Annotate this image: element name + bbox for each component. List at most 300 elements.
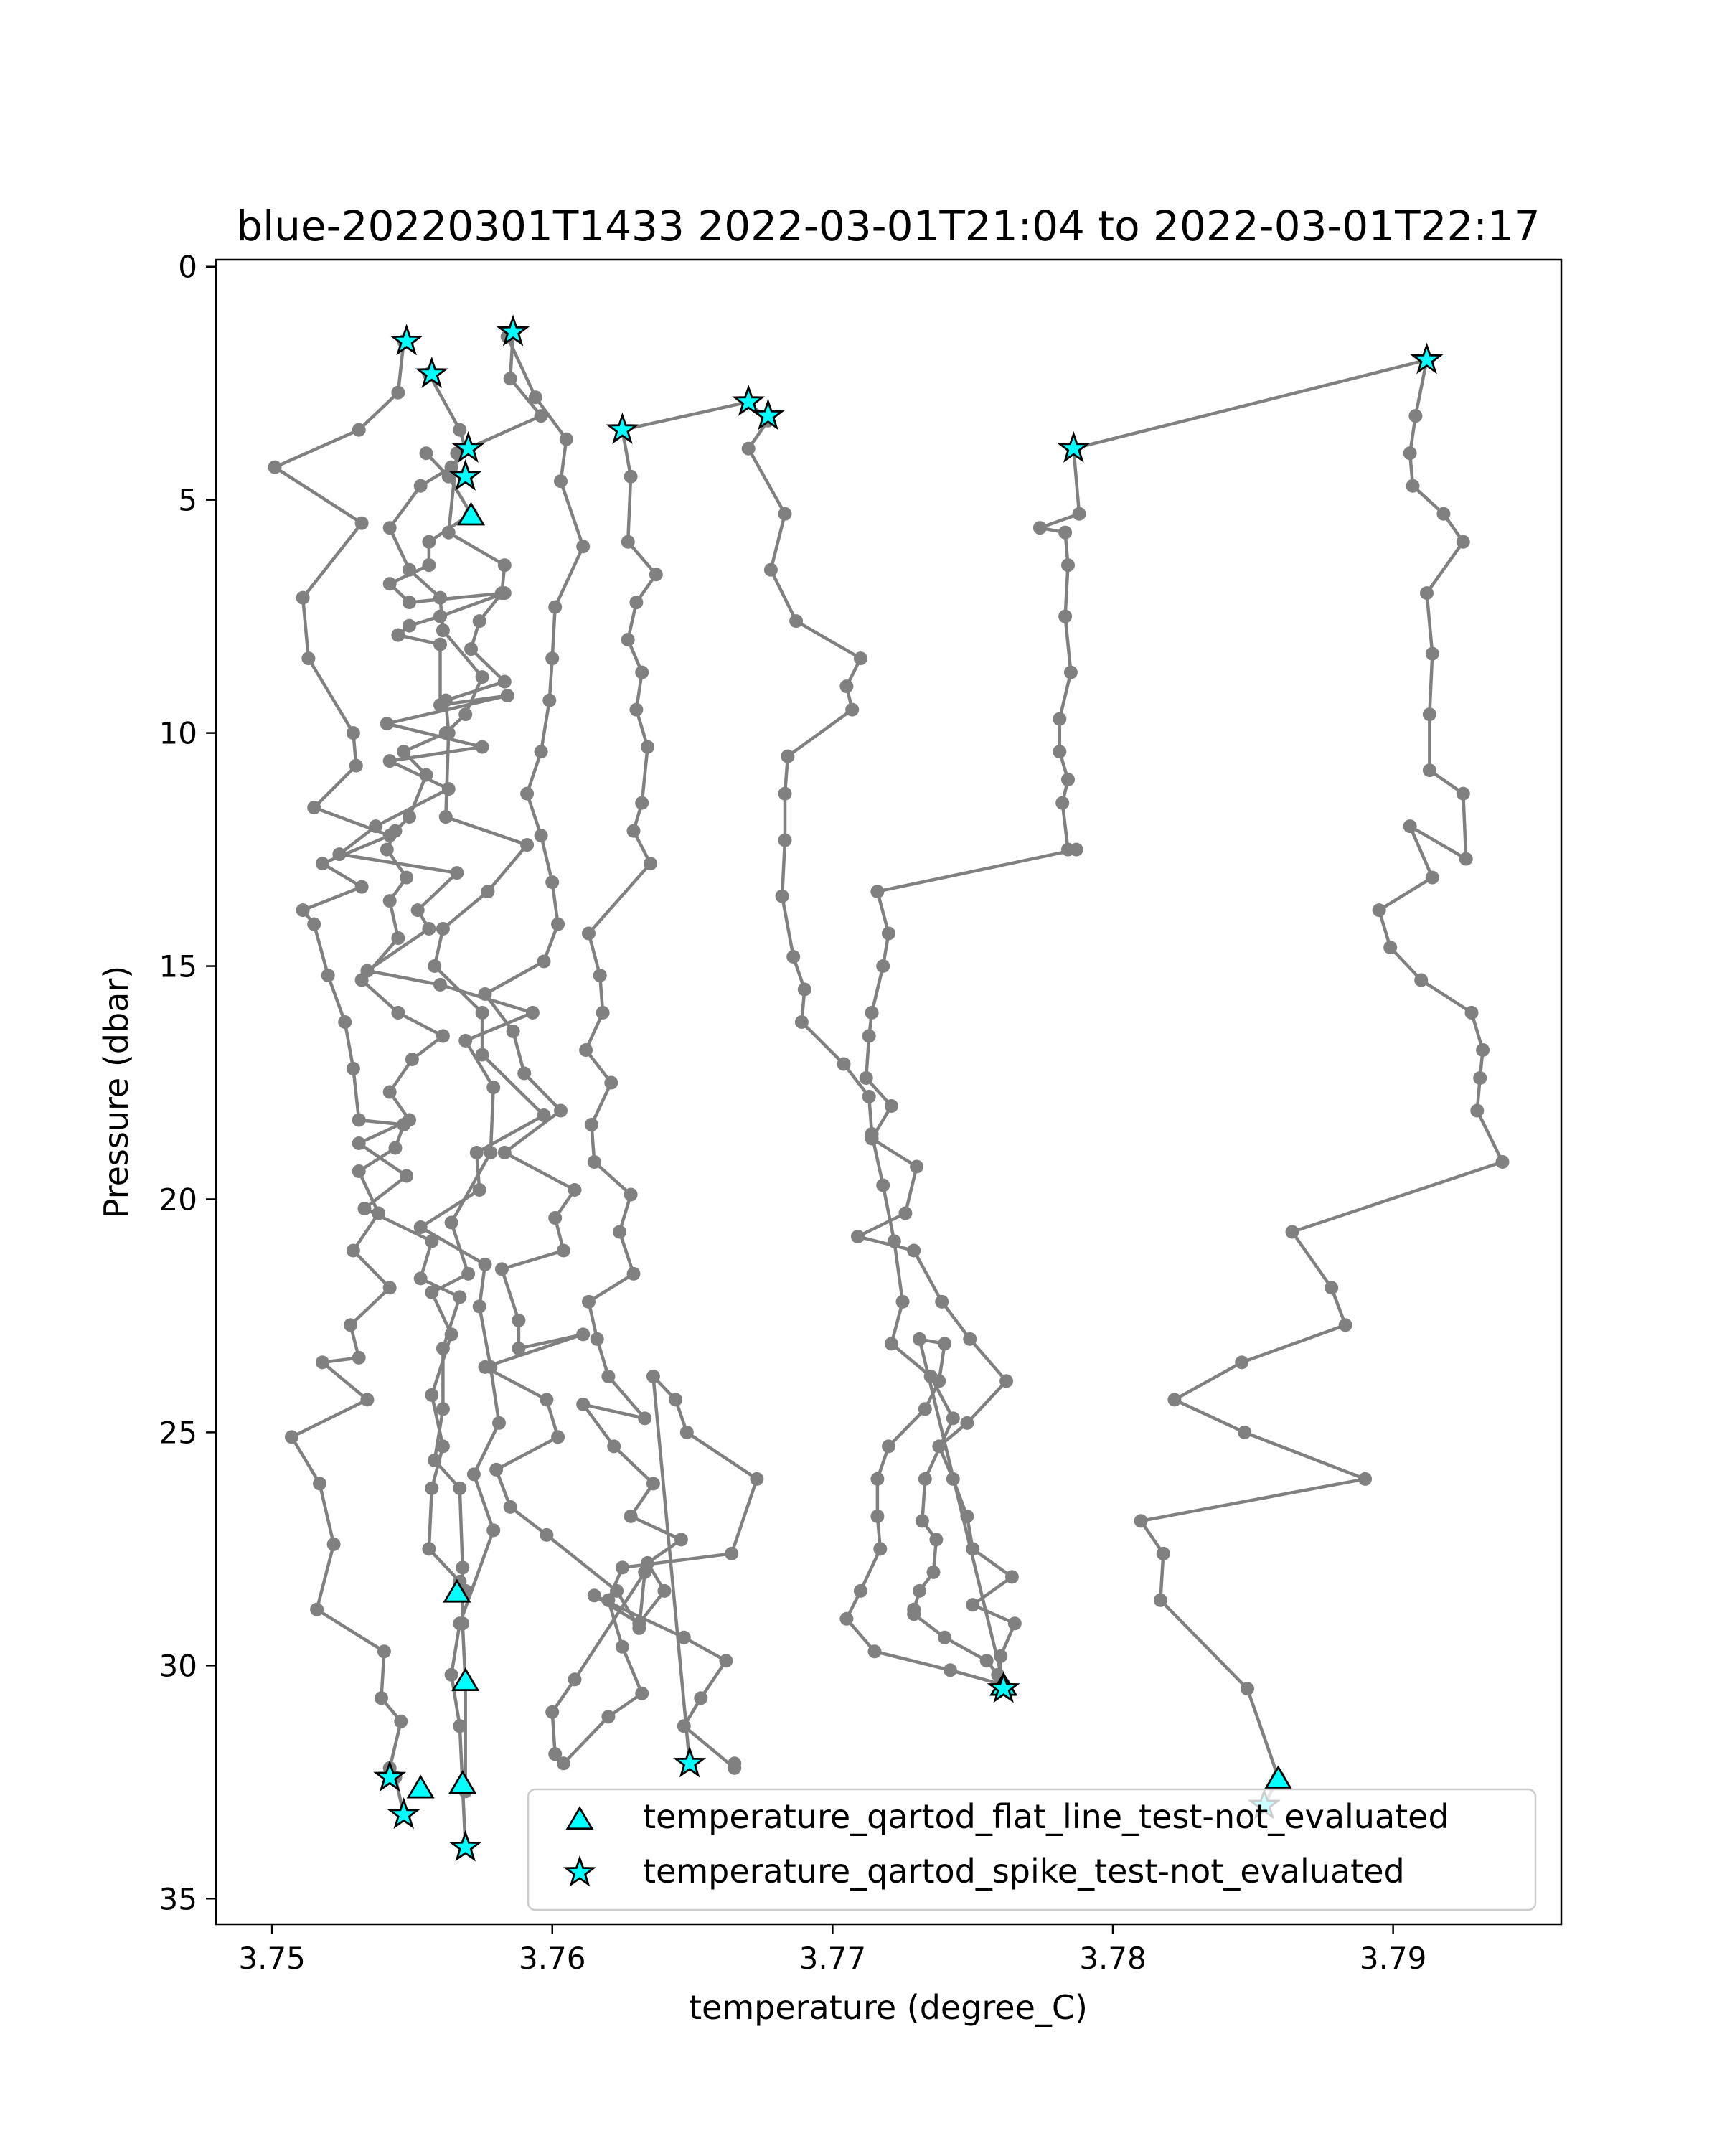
profile-point bbox=[535, 745, 548, 758]
profile-point bbox=[1005, 1570, 1019, 1583]
y-tick-label: 5 bbox=[178, 482, 197, 518]
profile-point bbox=[865, 1006, 879, 1020]
profile-point bbox=[1459, 852, 1473, 866]
profile-point bbox=[442, 726, 456, 740]
profile-point bbox=[1383, 941, 1397, 954]
profile-point bbox=[405, 1053, 419, 1066]
profile-point bbox=[854, 651, 867, 665]
profile-point bbox=[338, 1015, 352, 1029]
y-tick-label: 10 bbox=[159, 715, 197, 751]
profile-point bbox=[1061, 773, 1075, 786]
profile-point bbox=[557, 1756, 570, 1770]
profile-point bbox=[307, 801, 321, 814]
profile-point bbox=[492, 1416, 506, 1430]
profile-point bbox=[795, 1015, 809, 1029]
profile-point bbox=[1154, 1594, 1167, 1607]
profile-point bbox=[411, 903, 425, 917]
profile-point bbox=[576, 1398, 590, 1411]
profile-point bbox=[414, 1220, 428, 1234]
profile-point bbox=[882, 927, 895, 941]
x-axis-label: temperature (degree_C) bbox=[689, 1988, 1088, 2027]
profile-point bbox=[1058, 526, 1072, 540]
profile-point bbox=[355, 880, 369, 894]
profile-point bbox=[504, 1500, 517, 1514]
profile-point bbox=[360, 964, 374, 978]
profile-point bbox=[980, 1654, 994, 1667]
profile-point bbox=[545, 875, 559, 889]
profile-point bbox=[851, 1230, 865, 1243]
profile-point bbox=[1058, 610, 1072, 623]
profile-point bbox=[1496, 1155, 1510, 1169]
profile-point bbox=[960, 1510, 974, 1523]
profile-point bbox=[495, 1262, 509, 1276]
profile-point bbox=[860, 1071, 873, 1085]
profile-point bbox=[1420, 586, 1434, 600]
profile-point bbox=[1167, 1393, 1181, 1406]
profile-point bbox=[453, 1719, 466, 1733]
profile-point bbox=[520, 838, 534, 852]
profile-point bbox=[669, 1393, 682, 1406]
profile-point bbox=[694, 1691, 707, 1705]
profile-point bbox=[383, 754, 397, 768]
profile-point bbox=[1157, 1547, 1170, 1560]
profile-point bbox=[868, 1644, 882, 1658]
profile-point bbox=[1055, 796, 1069, 810]
profile-point bbox=[616, 1560, 629, 1574]
profile-point bbox=[621, 535, 635, 549]
profile-point bbox=[604, 1076, 618, 1090]
profile-point bbox=[635, 666, 649, 679]
x-tick-label: 3.78 bbox=[1079, 1941, 1147, 1976]
profile-point bbox=[576, 540, 590, 553]
profile-point bbox=[885, 1337, 898, 1350]
profile-point bbox=[425, 1482, 438, 1495]
profile-point bbox=[616, 1640, 629, 1654]
profile-point bbox=[535, 829, 548, 842]
profile-point bbox=[1358, 1472, 1372, 1486]
profile-point bbox=[458, 1034, 472, 1048]
profile-point bbox=[453, 1290, 466, 1304]
profile-point bbox=[1238, 1426, 1251, 1439]
profile-point bbox=[910, 1160, 923, 1174]
profile-point bbox=[862, 1090, 876, 1103]
profile-point bbox=[507, 1025, 520, 1038]
profile-point bbox=[285, 1430, 298, 1444]
profile-point bbox=[907, 1607, 921, 1621]
profile-point bbox=[938, 1631, 951, 1644]
profile-point bbox=[1414, 974, 1428, 987]
profile-point bbox=[916, 1514, 929, 1527]
profile-point bbox=[504, 372, 517, 385]
profile-point bbox=[301, 651, 315, 665]
profile-point bbox=[593, 969, 607, 982]
profile-point bbox=[479, 987, 492, 1001]
profile-point bbox=[1325, 1281, 1338, 1294]
profile-point bbox=[944, 1663, 957, 1677]
profile-point bbox=[966, 1598, 979, 1611]
profile-point bbox=[420, 446, 433, 460]
profile-point bbox=[481, 885, 494, 898]
profile-point bbox=[1423, 707, 1436, 721]
profile-point bbox=[929, 1533, 943, 1546]
profile-point bbox=[627, 824, 641, 838]
profile-point bbox=[383, 577, 397, 590]
profile-point bbox=[512, 1314, 525, 1327]
profile-point bbox=[321, 969, 335, 982]
x-tick-label: 3.79 bbox=[1359, 1941, 1427, 1976]
profile-point bbox=[932, 1374, 946, 1388]
profile-point bbox=[347, 1062, 360, 1075]
profile-point bbox=[529, 390, 542, 404]
profile-point bbox=[307, 918, 321, 931]
profile-point bbox=[428, 959, 441, 973]
profile-point bbox=[458, 707, 472, 721]
profile-point bbox=[467, 1467, 481, 1481]
x-tick-label: 3.76 bbox=[518, 1941, 586, 1976]
profile-point bbox=[946, 1472, 960, 1486]
y-tick-label: 35 bbox=[159, 1881, 197, 1917]
profile-point bbox=[453, 1616, 466, 1630]
profile-point bbox=[316, 857, 329, 870]
profile-point bbox=[498, 1146, 512, 1159]
profile-point bbox=[473, 1183, 486, 1197]
profile-point bbox=[607, 1439, 621, 1453]
profile-point bbox=[557, 1244, 570, 1258]
profile-point bbox=[422, 558, 436, 572]
profile-point bbox=[450, 866, 464, 880]
profile-point bbox=[624, 1510, 638, 1523]
profile-point bbox=[601, 1710, 615, 1723]
profile-point bbox=[882, 1439, 895, 1453]
profile-point bbox=[960, 1416, 974, 1430]
y-tick-label: 25 bbox=[159, 1415, 197, 1451]
profile-point bbox=[400, 871, 413, 885]
profile-point bbox=[918, 1472, 932, 1486]
profile-point bbox=[870, 885, 884, 898]
profile-point bbox=[1465, 1006, 1479, 1020]
profile-point bbox=[613, 1225, 626, 1239]
legend bbox=[528, 1789, 1535, 1910]
profile-point bbox=[344, 1318, 357, 1332]
profile-point bbox=[582, 1295, 596, 1309]
profile-point bbox=[360, 1393, 374, 1406]
profile-point bbox=[537, 955, 551, 969]
profile-point bbox=[1436, 507, 1450, 521]
profile-point bbox=[548, 1211, 562, 1225]
profile-point bbox=[414, 1271, 428, 1285]
profile-point bbox=[778, 787, 792, 801]
profile-point bbox=[576, 1327, 590, 1341]
profile-point bbox=[1470, 1104, 1484, 1118]
profile-point bbox=[1235, 1355, 1248, 1369]
profile-point bbox=[436, 1439, 450, 1453]
profile-point bbox=[548, 601, 562, 614]
profile-point bbox=[624, 470, 638, 484]
profile-point bbox=[1406, 479, 1420, 493]
profile-point bbox=[680, 1426, 694, 1439]
profile-point bbox=[436, 1030, 450, 1043]
profile-point bbox=[436, 623, 450, 637]
profile-point bbox=[403, 596, 416, 609]
profile-point bbox=[719, 1654, 733, 1667]
profile-point bbox=[1408, 409, 1422, 423]
profile-point bbox=[876, 1179, 890, 1192]
profile-point bbox=[296, 591, 310, 605]
profile-point bbox=[473, 614, 486, 628]
profile-point bbox=[644, 857, 657, 870]
profile-point bbox=[839, 1612, 853, 1626]
profile-point bbox=[422, 535, 436, 549]
profile-point bbox=[579, 1043, 593, 1057]
profile-point bbox=[422, 922, 436, 936]
profile-point bbox=[677, 1631, 691, 1644]
profile-point bbox=[742, 442, 756, 456]
profile-point bbox=[397, 745, 410, 758]
profile-point bbox=[391, 1006, 405, 1020]
profile-point bbox=[932, 1439, 946, 1453]
profile-point bbox=[1403, 819, 1417, 833]
profile-point bbox=[352, 1164, 366, 1178]
profile-point bbox=[380, 717, 394, 730]
profile-point bbox=[476, 1048, 489, 1062]
profile-point bbox=[501, 689, 514, 702]
profile-point bbox=[1403, 446, 1417, 460]
profile-point bbox=[425, 1388, 438, 1402]
profile-point bbox=[489, 1463, 503, 1477]
profile-point bbox=[296, 903, 310, 917]
profile-point bbox=[486, 1523, 500, 1537]
profile-point bbox=[520, 787, 534, 801]
profile-point bbox=[476, 670, 489, 684]
profile-point bbox=[641, 740, 654, 754]
profile-point bbox=[839, 679, 853, 693]
profile-point bbox=[383, 521, 397, 535]
profile-point bbox=[646, 1370, 660, 1383]
profile-point bbox=[355, 517, 369, 530]
profile-point bbox=[327, 1538, 341, 1551]
profile-point bbox=[498, 558, 512, 572]
profile-point bbox=[750, 1472, 763, 1486]
profile-point bbox=[1457, 535, 1470, 549]
profile-point bbox=[526, 1006, 540, 1020]
profile-point bbox=[1423, 763, 1436, 777]
profile-point bbox=[898, 1207, 912, 1220]
profile-point bbox=[966, 1542, 979, 1555]
profile-point bbox=[635, 1687, 649, 1700]
y-axis-label: Pressure (dbar) bbox=[97, 965, 136, 1219]
profile-point bbox=[358, 1202, 372, 1215]
profile-point bbox=[728, 1756, 741, 1770]
profile-point bbox=[999, 1374, 1013, 1388]
profile-point bbox=[638, 1411, 651, 1425]
profile-point bbox=[389, 1141, 403, 1155]
profile-point bbox=[375, 1691, 388, 1705]
profile-point bbox=[486, 1081, 500, 1094]
profile-point bbox=[1033, 521, 1047, 535]
legend-item-flat-line bbox=[568, 1797, 1449, 1836]
profile-point bbox=[1073, 507, 1086, 521]
profile-point bbox=[994, 1649, 1007, 1663]
profile-point bbox=[479, 1258, 492, 1271]
profile-point bbox=[918, 1402, 932, 1416]
profile-point bbox=[845, 703, 859, 717]
profile-point bbox=[476, 740, 489, 754]
y-tick-label: 0 bbox=[178, 249, 197, 285]
profile-point bbox=[498, 675, 512, 689]
profile-point bbox=[658, 1584, 672, 1598]
profile-point bbox=[400, 1169, 413, 1183]
profile-point bbox=[433, 638, 447, 651]
profile-point bbox=[649, 568, 663, 581]
profile-point bbox=[776, 890, 789, 903]
profile-point bbox=[635, 796, 649, 810]
y-tick-label: 30 bbox=[159, 1648, 197, 1684]
profile-point bbox=[591, 1332, 604, 1346]
profile-point bbox=[870, 1510, 884, 1523]
profile-point bbox=[854, 1584, 867, 1598]
profile-point bbox=[1070, 843, 1083, 857]
profile-point bbox=[1426, 647, 1439, 661]
profile-point bbox=[1061, 558, 1075, 572]
legend-label-spike: temperature_qartod_spike_test-not_evaluated bbox=[643, 1852, 1405, 1891]
profile-point bbox=[445, 1668, 458, 1682]
x-tick-label: 3.77 bbox=[799, 1941, 867, 1976]
profile-point bbox=[1053, 712, 1066, 726]
profile-point bbox=[377, 1644, 391, 1658]
profile-point bbox=[568, 1672, 582, 1686]
profile-point bbox=[442, 526, 456, 540]
profile-point bbox=[585, 1118, 598, 1131]
profile-point bbox=[641, 1556, 654, 1570]
legend-item-spike bbox=[566, 1852, 1405, 1891]
profile-point bbox=[1373, 903, 1386, 917]
profile-point bbox=[554, 474, 568, 488]
profile-point bbox=[347, 1244, 360, 1258]
profile-point bbox=[913, 1584, 926, 1598]
profile-point bbox=[1053, 745, 1066, 758]
profile-point bbox=[352, 1114, 366, 1127]
profile-point bbox=[1473, 1071, 1487, 1085]
profile-point bbox=[545, 651, 559, 665]
profile-point bbox=[621, 633, 635, 646]
profile-point bbox=[349, 759, 363, 773]
profile-point bbox=[268, 461, 282, 474]
profile-point bbox=[389, 824, 403, 838]
profile-point bbox=[629, 596, 643, 609]
profile-point bbox=[445, 1327, 458, 1341]
profile-point bbox=[1476, 1043, 1490, 1057]
profile-point bbox=[383, 894, 397, 908]
profile-point bbox=[439, 810, 453, 824]
profile-point bbox=[781, 750, 794, 763]
profile-point bbox=[369, 819, 382, 833]
profile-point bbox=[568, 1183, 582, 1197]
profile-point bbox=[1339, 1318, 1352, 1332]
x-tick-label: 3.75 bbox=[238, 1941, 306, 1976]
profile-point bbox=[425, 1286, 438, 1299]
profile-point bbox=[1457, 787, 1470, 801]
profile-point bbox=[551, 918, 565, 931]
profile-point bbox=[352, 1136, 366, 1150]
profile-point bbox=[674, 1533, 688, 1546]
profile-point bbox=[873, 1542, 887, 1555]
profile-point bbox=[442, 782, 456, 796]
profile-point bbox=[778, 507, 792, 521]
profile-point bbox=[512, 1342, 525, 1355]
profile-point bbox=[1008, 1616, 1022, 1630]
profile-point bbox=[476, 1006, 489, 1020]
profile-point bbox=[588, 1588, 601, 1602]
profile-point bbox=[627, 1267, 641, 1281]
profile-point bbox=[798, 983, 811, 997]
profile-point bbox=[913, 1332, 926, 1346]
profile-point bbox=[896, 1295, 910, 1309]
profile-point bbox=[632, 1616, 646, 1630]
profile-point bbox=[495, 586, 509, 600]
profile-point bbox=[383, 1281, 397, 1294]
profile-point bbox=[540, 1393, 553, 1406]
profile-point bbox=[479, 1360, 492, 1374]
profile-point bbox=[1064, 666, 1078, 679]
profile-point bbox=[391, 386, 405, 400]
profile-point bbox=[310, 1603, 324, 1616]
y-tick-label: 15 bbox=[159, 948, 197, 984]
profile-point bbox=[588, 1155, 601, 1169]
profile-point bbox=[927, 1566, 941, 1579]
profile-point bbox=[433, 610, 447, 623]
profile-point bbox=[445, 1216, 458, 1230]
profile-point bbox=[560, 433, 573, 446]
profile-point bbox=[1426, 871, 1439, 885]
profile-point bbox=[436, 922, 450, 936]
profile-point bbox=[764, 563, 778, 577]
profile-point bbox=[629, 703, 643, 717]
profile-point bbox=[436, 1402, 450, 1416]
profile-point bbox=[473, 1299, 486, 1313]
profile-point bbox=[352, 423, 366, 437]
profile-point bbox=[677, 1719, 691, 1733]
profile-point bbox=[1134, 1514, 1148, 1527]
profile-point bbox=[1286, 1225, 1299, 1239]
profile-point bbox=[946, 1411, 960, 1425]
profile-point bbox=[778, 834, 792, 847]
profile-point bbox=[383, 1086, 397, 1099]
profile-point bbox=[545, 1705, 559, 1719]
profile-point bbox=[624, 1188, 638, 1202]
profile-point bbox=[885, 1099, 898, 1113]
profile-point bbox=[554, 1104, 568, 1118]
profile-point bbox=[422, 1542, 436, 1555]
profile-point bbox=[464, 642, 478, 656]
profile-point bbox=[935, 1295, 949, 1309]
profile-point bbox=[907, 1244, 921, 1258]
legend-label-flat-line: temperature_qartod_flat_line_test-not_evaluated bbox=[643, 1797, 1449, 1836]
profile-point bbox=[876, 959, 890, 973]
profile-point bbox=[380, 843, 394, 857]
profile-point bbox=[403, 1114, 416, 1127]
profile-point bbox=[461, 1267, 475, 1281]
profile-point bbox=[414, 479, 428, 493]
profile-point bbox=[391, 931, 405, 945]
profile-point bbox=[332, 847, 346, 861]
profile-point bbox=[453, 423, 466, 437]
profile-point bbox=[646, 1477, 660, 1490]
profile-point bbox=[470, 1146, 484, 1159]
profile-point bbox=[347, 726, 360, 740]
profile-point bbox=[963, 1332, 977, 1346]
profile-point bbox=[316, 1355, 329, 1369]
profile-point bbox=[601, 1370, 615, 1383]
